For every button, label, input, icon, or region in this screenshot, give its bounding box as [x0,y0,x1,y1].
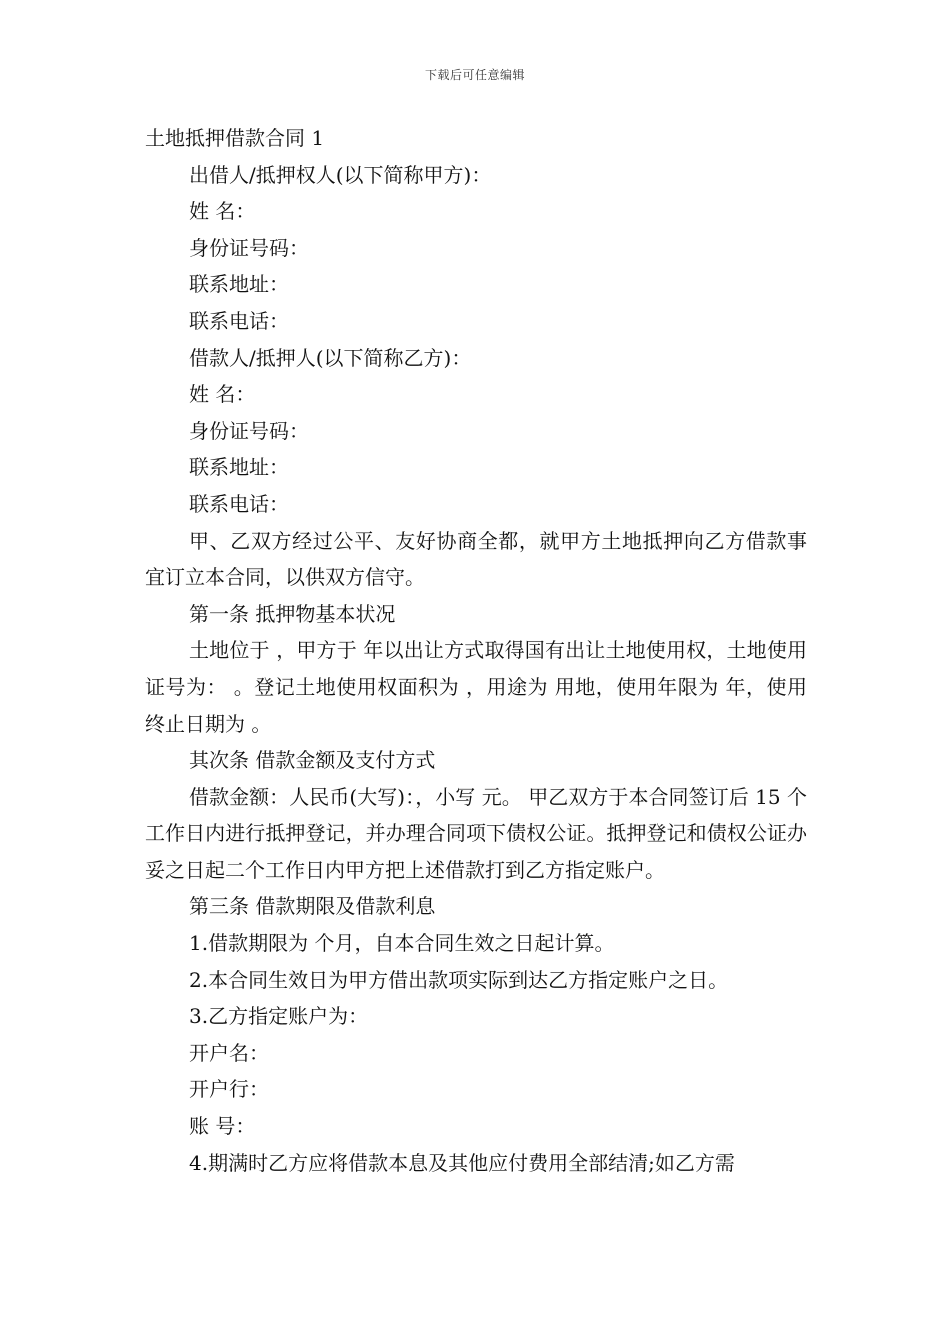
paragraph-collateral-details: 土地位于 ，甲方于 年以出让方式取得国有出让土地使用权，土地使用证号为： 。登记土地使用权面积为 ，用途为 用地，使用年限为 年，使用终止日期为 。 [145,638,807,736]
paragraph-loan-amount: 借款金额：人民币(大写)：，小写 元。 甲乙双方于本合同签订后 15 个工作日内进行抵押登记，并办理合同项下债权公证。抵押登记和债权公证办妥之日起二个工作日内甲方把上述借款打到乙方指定账户。 [145,784,807,882]
section-heading-article-2: 其次条 借款金额及支付方式 [189,748,436,773]
paragraph-lender-phone: 联系电话： [189,308,289,333]
paragraph-borrower-address: 联系地址： [189,455,289,480]
list-item-effective-date: 2.本合同生效日为甲方借出款项实际到达乙方指定账户之日。 [189,967,729,992]
paragraph-account-name: 开户名： [189,1040,269,1065]
paragraph-preamble: 甲、乙双方经过公平、友好协商全都，就甲方土地抵押向乙方借款事宜订立本合同，以供双方信守。 [145,528,807,590]
section-heading-article-1: 第一条 抵押物基本状况 [189,601,396,626]
paragraph-borrower-phone: 联系电话： [189,491,289,516]
header-note: 下载后可任意编辑 [424,68,525,82]
document-body [145,120,807,1181]
list-item-repayment: 4.期满时乙方应将借款本息及其他应付费用全部结清;如乙方需 [189,1150,735,1175]
paragraph-account-bank: 开户行： [189,1077,269,1102]
paragraph-lender-id: 身份证号码： [189,235,309,260]
paragraph-borrower-name: 姓 名： [189,382,256,407]
paragraph-account-number: 账 号： [189,1114,256,1139]
paragraph-borrower-id: 身份证号码： [189,418,309,443]
section-heading-article-3: 第三条 借款期限及借款利息 [189,894,436,919]
paragraph-lender-name: 姓 名： [189,199,256,224]
list-item-designated-account: 3.乙方指定账户为： [189,1004,369,1029]
paragraph-lender-heading: 出借人/抵押权人(以下简称甲方)： [189,162,492,187]
document-title: 土地抵押借款合同 1 [145,126,325,150]
paragraph-borrower-heading: 借款人/抵押人(以下简称乙方)： [189,345,472,370]
list-item-loan-term: 1.借款期限为 个月，自本合同生效之日起计算。 [189,931,615,956]
paragraph-lender-address: 联系地址： [189,272,289,297]
